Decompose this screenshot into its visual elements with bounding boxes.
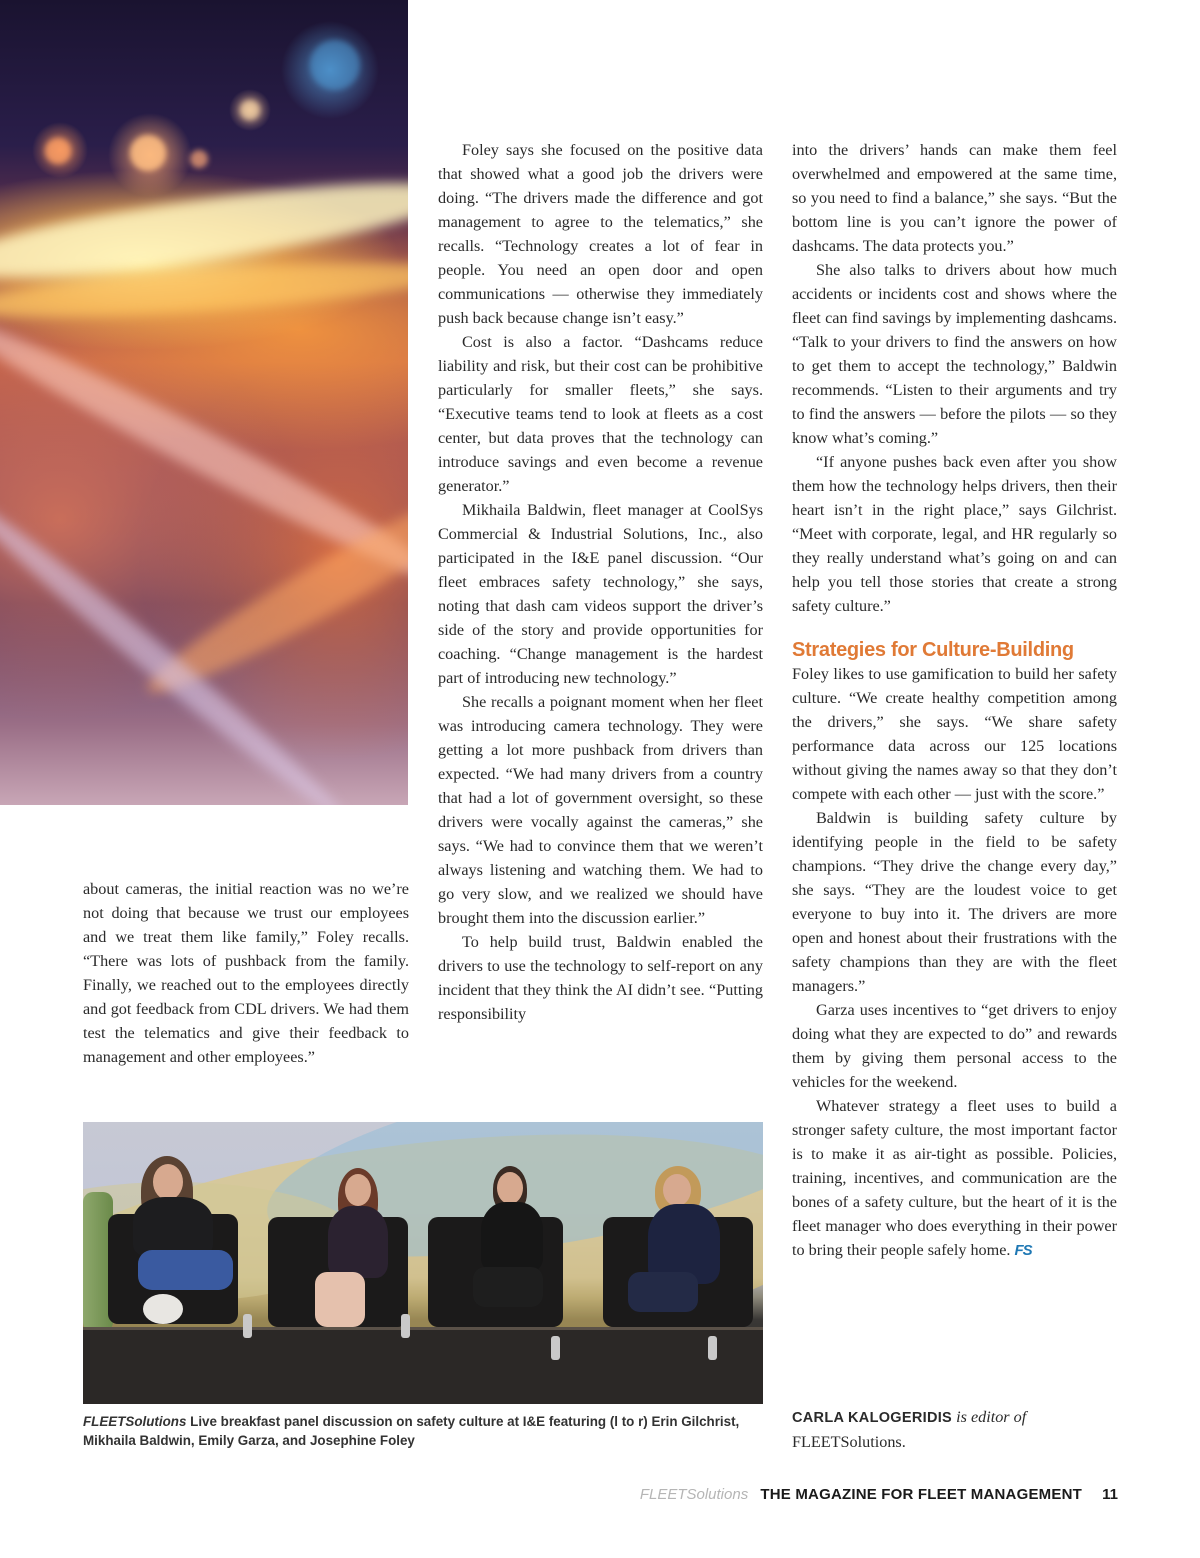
paragraph: Foley likes to use gamification to build her safety culture. “We create healthy competition among the drivers,” she says. “We share safety performance data across our 125 locations without giving the names away so that they don’t compete with each other — just with the score.” bbox=[792, 665, 1117, 803]
paragraph: She recalls a poignant moment when her fleet was introducing camera technology. They were getting a lot more pushback from drivers than expected. “We had many drivers from a country that had a lot of government oversight, so these drivers were vocally against the cameras,” she says. “We had to convince them that we weren’t always listening and watching them. We had to go very slow, and we realized we should have brought them into the discussion earlier.” bbox=[438, 693, 763, 927]
hero-photo bbox=[0, 0, 408, 805]
paragraph: To help build trust, Baldwin enabled the drivers to use the technology to self-report on any incident that they think the AI didn’t see. “Putting responsibility bbox=[438, 933, 763, 1023]
article-column-3 bbox=[792, 138, 1117, 1263]
paragraph: Garza uses incentives to “get drivers to enjoy doing what they are expected to do” and rewards them by giving them personal access to the vehicles for the weekend. bbox=[792, 1001, 1117, 1091]
footer-brand: FLEETSolutions bbox=[639, 1486, 749, 1503]
section-subheading: Strategies for Culture-Building bbox=[792, 639, 1074, 661]
page-footer bbox=[640, 1484, 1118, 1506]
paragraph: She also talks to drivers about how much accidents or incidents cost and shows where the fleet can find savings by implementing dashcams. “Talk to your drivers to find the answers on how to get them to accept the technology,” Baldwin recommends. “Listen to their arguments and try to find the answers — before the pilots — so they know what’s coming.” bbox=[792, 261, 1117, 447]
page-number: 11 bbox=[1102, 1486, 1118, 1503]
paragraph bbox=[792, 1094, 1117, 1263]
footer-tagline: THE MAGAZINE FOR FLEET MANAGEMENT bbox=[760, 1486, 1082, 1503]
end-mark-logo: FS bbox=[1014, 1242, 1032, 1259]
article-column-2 bbox=[438, 138, 763, 1026]
paragraph: about cameras, the initial reaction was no we’re not doing that because we trust our employees and we treat them like family,” Foley recalls. “There was lots of pushback from the family. Finally, we reached out to the employees directly and got feedback from CDL drivers. We had them test the telematics and give their feedback to management and other employees.” bbox=[83, 880, 409, 1066]
paragraph: “If anyone pushes back even after you show them how the technology helps drivers, then their heart isn’t in the right place,” says Gilchrist. “Meet with corporate, legal, and HR regularly so they really understand what’s going on and can help you tell those stories that create a strong safety culture.” bbox=[792, 453, 1117, 615]
paragraph: Mikhaila Baldwin, fleet manager at CoolSys Commercial & Industrial Solutions, Inc., also participated in the I&E panel discussion. “Our fleet embraces safety technology,” she says, noting that dash cam videos support the driver’s side of the story and provide opportunities for coaching. “Change management is the hardest part of introducing new technology.” bbox=[438, 501, 763, 687]
panel-discussion-photo bbox=[83, 1122, 763, 1404]
paragraph: Baldwin is building safety culture by identifying people in the field to be safety champions. “They drive the change every day,” she says. “They are the loudest voice to get everyone to buy into it. The drivers are more open and honest about their frustrations with the safety champions than they are with the fleet managers.” bbox=[792, 809, 1117, 995]
author-name: CARLA KALOGERIDIS bbox=[792, 1410, 953, 1426]
photo-caption bbox=[83, 1412, 773, 1450]
author-byline bbox=[792, 1405, 1122, 1454]
publication-name: FLEETSolutions. bbox=[792, 1433, 906, 1451]
paragraph: into the drivers’ hands can make them feel overwhelmed and empowered at the same time, so you need to find a balance,” she says. “But the bottom line is you can’t ignore the power of dashcams. The data protects you.” bbox=[792, 141, 1117, 255]
paragraph: Foley says she focused on the positive data that showed what a good job the drivers were doing. “The drivers made the difference and got management to agree to the telematics,” she recalls. “Technology creates a lot of fear in people. You need an open door and open communications — otherwise they immediately push back because change isn’t easy.” bbox=[438, 141, 763, 327]
paragraph: Cost is also a factor. “Dashcams reduce liability and risk, but their cost can be prohibitive particularly for smaller fleets,” she says. “Executive teams tend to look at fleets as a cost center, but data proves that the technology can introduce savings and even become a revenue generator.” bbox=[438, 333, 763, 495]
article-column-1 bbox=[83, 877, 409, 1069]
caption-text: Live breakfast panel discussion on safety culture at I&E featuring (l to r) Erin Gilchrist, Mikhaila Baldwin, Emily Garza, and Josephine Foley bbox=[83, 1414, 740, 1448]
paragraph-text: Whatever strategy a fleet uses to build a stronger safety culture, the most important factor is to make it as air-tight as possible. Policies, training, incentives, and communication are the bones of a safety culture, but the heart of it is the fleet manager who does everything in their power to bring their people safely home. bbox=[792, 1097, 1117, 1259]
author-role: is editor of bbox=[956, 1408, 1027, 1426]
caption-brand: FLEETSolutions bbox=[83, 1414, 187, 1429]
